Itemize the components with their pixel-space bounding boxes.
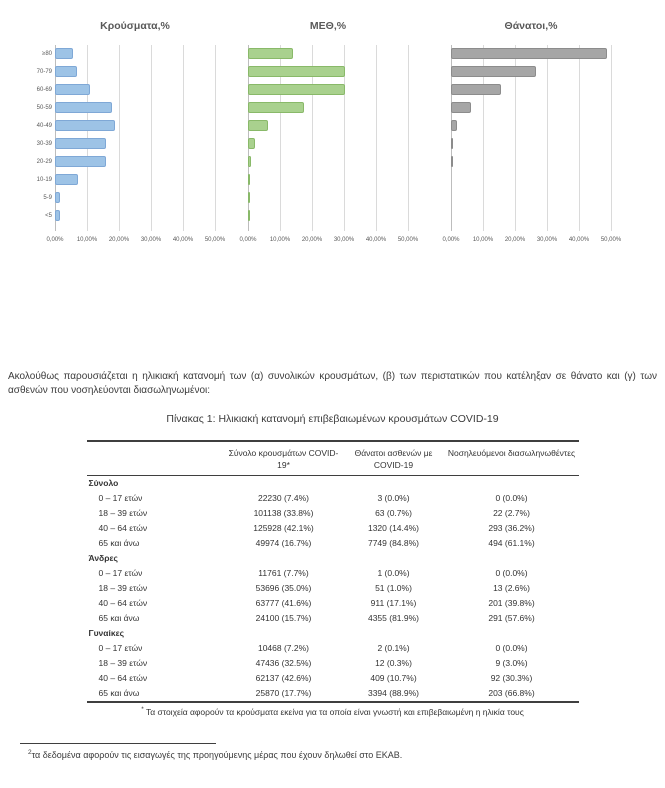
page-footnote-marker: 2 — [28, 748, 32, 756]
bar-≥80 — [248, 48, 293, 59]
chart-icu — [239, 20, 419, 243]
chart-icu-body — [239, 45, 419, 243]
table-row — [87, 596, 579, 611]
axis-tick-label: 40,00% — [568, 237, 590, 243]
axis-tick-label: 10,00% — [472, 237, 494, 243]
axis-tick-label: 50,00% — [600, 237, 622, 243]
bar-<5 — [55, 210, 60, 221]
row-label: 18 – 39 ετών — [98, 583, 148, 593]
axis-tick-label: 30,00% — [333, 237, 355, 243]
table-group-row — [87, 551, 579, 566]
table-footnote-text: Τα στοιχεία αφορούν τα κρούσματα εκείνα για τα οποία είναι γνωστή και επιβεβαιωμένη η ηλικία τους — [145, 706, 524, 717]
bar-50-59 — [55, 102, 112, 113]
cell-value: 101138 (33.8%) — [253, 508, 314, 518]
bar-70-79 — [55, 66, 77, 77]
axis-tick-label: 0,00% — [46, 237, 64, 243]
group-label: Άνδρες — [88, 553, 118, 563]
cell-value: 0 (0.0%) — [495, 493, 528, 503]
footnote-separator — [20, 743, 216, 744]
bar-60-69 — [248, 84, 345, 95]
chart-cases-category-labels — [35, 45, 55, 225]
axis-tick-label: 30,00% — [536, 237, 558, 243]
page-footnote — [28, 749, 665, 760]
cell-value: 3 (0.0%) — [377, 493, 410, 503]
category-label: 70-79 — [36, 69, 52, 75]
chart-deaths-body — [442, 45, 622, 243]
chart-cases-body — [35, 45, 226, 243]
cell-value: 125928 (42.1%) — [253, 523, 314, 533]
gridline — [215, 45, 216, 231]
bar-≥80 — [55, 48, 73, 59]
cell-value: 62137 (42.6%) — [255, 673, 312, 683]
cell-value: 22230 (7.4%) — [257, 493, 310, 503]
row-label: 65 και άνω — [98, 688, 140, 698]
axis-tick-label: 30,00% — [140, 237, 162, 243]
chart-icu-plot — [239, 45, 419, 243]
axis-tick-label: 0,00% — [239, 237, 257, 243]
cell-value: 24100 (15.7%) — [255, 613, 312, 623]
axis-tick-label: 20,00% — [301, 237, 323, 243]
table-row — [87, 521, 579, 536]
table-row — [87, 566, 579, 581]
chart-cases — [35, 20, 226, 243]
chart-deaths-title: Θάνατοι,% — [504, 20, 558, 32]
cell-value: 25870 (17.7%) — [255, 688, 312, 698]
cell-value: 2 (0.1%) — [377, 643, 410, 653]
table-row — [87, 686, 579, 702]
cell-value: 911 (17.1%) — [370, 598, 417, 608]
bar-50-59 — [451, 102, 471, 113]
gridline — [579, 45, 580, 231]
charts-section — [0, 0, 665, 252]
gridline — [547, 45, 548, 231]
table-group-row — [87, 476, 579, 492]
cell-value: 0 (0.0%) — [495, 643, 528, 653]
bar-10-19 — [248, 174, 250, 185]
table-row — [87, 611, 579, 626]
cell-value: 0 (0.0%) — [495, 568, 528, 578]
table-footnote — [87, 706, 579, 717]
gridline — [611, 45, 612, 231]
bar-20-29 — [55, 156, 106, 167]
cell-value: 51 (1.0%) — [375, 583, 412, 593]
bar-<5 — [248, 210, 250, 221]
table-row — [87, 491, 579, 506]
axis-tick-label: 10,00% — [269, 237, 291, 243]
row-label: 0 – 17 ετών — [98, 568, 143, 578]
cell-value: 22 (2.7%) — [493, 508, 530, 518]
group-label: Γυναίκες — [88, 628, 125, 638]
bar-30-39 — [55, 138, 106, 149]
table-row — [87, 581, 579, 596]
bar-5-9 — [248, 192, 250, 203]
cell-value: 9 (3.0%) — [495, 658, 528, 668]
category-label: 20-29 — [36, 159, 52, 165]
cell-value: 1 (0.0%) — [377, 568, 410, 578]
bar-50-59 — [248, 102, 304, 113]
axis-tick-label: 20,00% — [108, 237, 130, 243]
row-label: 40 – 64 ετών — [98, 598, 148, 608]
table-footnote-marker: * — [141, 706, 144, 713]
cell-value: 7749 (84.8%) — [367, 538, 420, 548]
category-label: 30-39 — [36, 141, 52, 147]
row-label: 40 – 64 ετών — [98, 523, 148, 533]
table-group-row — [87, 626, 579, 641]
axis-tick-label: 40,00% — [172, 237, 194, 243]
bar-40-49 — [55, 120, 115, 131]
cell-value: 92 (30.3%) — [490, 673, 533, 683]
bar-70-79 — [248, 66, 345, 77]
cell-value: 49974 (16.7%) — [255, 538, 312, 548]
bar-30-39 — [248, 138, 255, 149]
category-label: 10-19 — [36, 177, 52, 183]
axis-tick-label: 10,00% — [76, 237, 98, 243]
axis-tick-label: 50,00% — [204, 237, 226, 243]
category-label: 40-49 — [36, 123, 52, 129]
cell-value: 12 (0.3%) — [375, 658, 412, 668]
category-label: 60-69 — [36, 87, 52, 93]
bar-40-49 — [451, 120, 457, 131]
axis-tick-label: 40,00% — [365, 237, 387, 243]
cell-value: 203 (66.8%) — [488, 688, 535, 698]
gridline — [408, 45, 409, 231]
table-header-deaths: Θάνατοι ασθενών με COVID-19 — [343, 441, 445, 476]
chart-icu-title: ΜΕΘ,% — [309, 20, 347, 32]
cell-value: 409 (10.7%) — [370, 673, 417, 683]
cell-value: 47436 (32.5%) — [255, 658, 312, 668]
bar-30-39 — [451, 138, 453, 149]
cell-value: 53696 (35.0%) — [255, 583, 312, 593]
row-label: 40 – 64 ετών — [98, 673, 148, 683]
page-footnote-text: τα δεδομένα αφορούν τις εισαγωγές της προηγούμενης μέρας που έχουν δηλωθεί στο ΕΚΑΒ. — [31, 749, 403, 760]
table-row — [87, 641, 579, 656]
gridline — [151, 45, 152, 231]
cell-value: 3394 (88.9%) — [367, 688, 420, 698]
row-label: 18 – 39 ετών — [98, 658, 148, 668]
table-header-cases: Σύνολο κρουσμάτων COVID-19* — [225, 441, 343, 476]
bar-60-69 — [451, 84, 501, 95]
gridline — [183, 45, 184, 231]
bar-5-9 — [55, 192, 60, 203]
chart-cases-title: Κρούσματα,% — [100, 20, 170, 32]
axis-tick-label: 0,00% — [442, 237, 460, 243]
cell-value: 11761 (7.7%) — [258, 568, 309, 578]
axis-tick-label: 50,00% — [397, 237, 419, 243]
table-header-empty — [87, 441, 225, 476]
row-label: 0 – 17 ετών — [98, 493, 143, 503]
chart-deaths-plot — [442, 45, 622, 243]
age-distribution-table — [87, 440, 579, 703]
chart-deaths — [442, 20, 622, 243]
bar-10-19 — [55, 174, 78, 185]
cell-value: 494 (61.1%) — [488, 538, 535, 548]
table-container — [87, 440, 579, 717]
table-header-row — [87, 441, 579, 476]
table-row — [87, 671, 579, 686]
bar-≥80 — [451, 48, 607, 59]
category-label: ≥80 — [42, 51, 52, 57]
table-title: Πίνακας 1: Ηλικιακή κατανομή επιβεβαιωμένων κρουσμάτων COVID-19 — [166, 413, 499, 425]
table-row — [87, 506, 579, 521]
row-label: 65 και άνω — [98, 538, 140, 548]
cell-value: 1320 (14.4%) — [367, 523, 420, 533]
cell-value: 13 (2.6%) — [493, 583, 530, 593]
gridline — [376, 45, 377, 231]
group-label: Σύνολο — [88, 478, 119, 488]
cell-value: 63777 (41.6%) — [255, 598, 312, 608]
bar-20-29 — [451, 156, 453, 167]
cell-value: 201 (39.8%) — [488, 598, 535, 608]
bar-40-49 — [248, 120, 268, 131]
cell-value: 4355 (81.9%) — [367, 613, 420, 623]
cell-value: 10468 (7.2%) — [257, 643, 310, 653]
category-label: 50-59 — [36, 105, 52, 111]
category-label: 5-9 — [43, 195, 52, 201]
cell-value: 63 (0.7%) — [375, 508, 412, 518]
bar-20-29 — [248, 156, 251, 167]
category-label: <5 — [45, 213, 52, 219]
table-row — [87, 656, 579, 671]
intro-paragraph: Ακολούθως παρουσιάζεται η ηλικιακή κατανομή των (α) συνολικών κρουσμάτων, (β) των περιστατικών που κατέληξαν σε θάνατο και (γ) των ασθενών που νοσηλεύονται διασωληνωμένοι: — [8, 371, 657, 396]
row-label: 65 και άνω — [98, 613, 140, 623]
row-label: 18 – 39 ετών — [98, 508, 148, 518]
bar-60-69 — [55, 84, 90, 95]
table-row — [87, 536, 579, 551]
bar-70-79 — [451, 66, 536, 77]
table-header-intubated: Νοσηλευόμενοι διασωληνωθέντες — [445, 441, 579, 476]
cell-value: 293 (36.2%) — [488, 523, 535, 533]
axis-tick-label: 20,00% — [504, 237, 526, 243]
cell-value: 291 (57.6%) — [488, 613, 535, 623]
gridline — [119, 45, 120, 231]
row-label: 0 – 17 ετών — [98, 643, 143, 653]
